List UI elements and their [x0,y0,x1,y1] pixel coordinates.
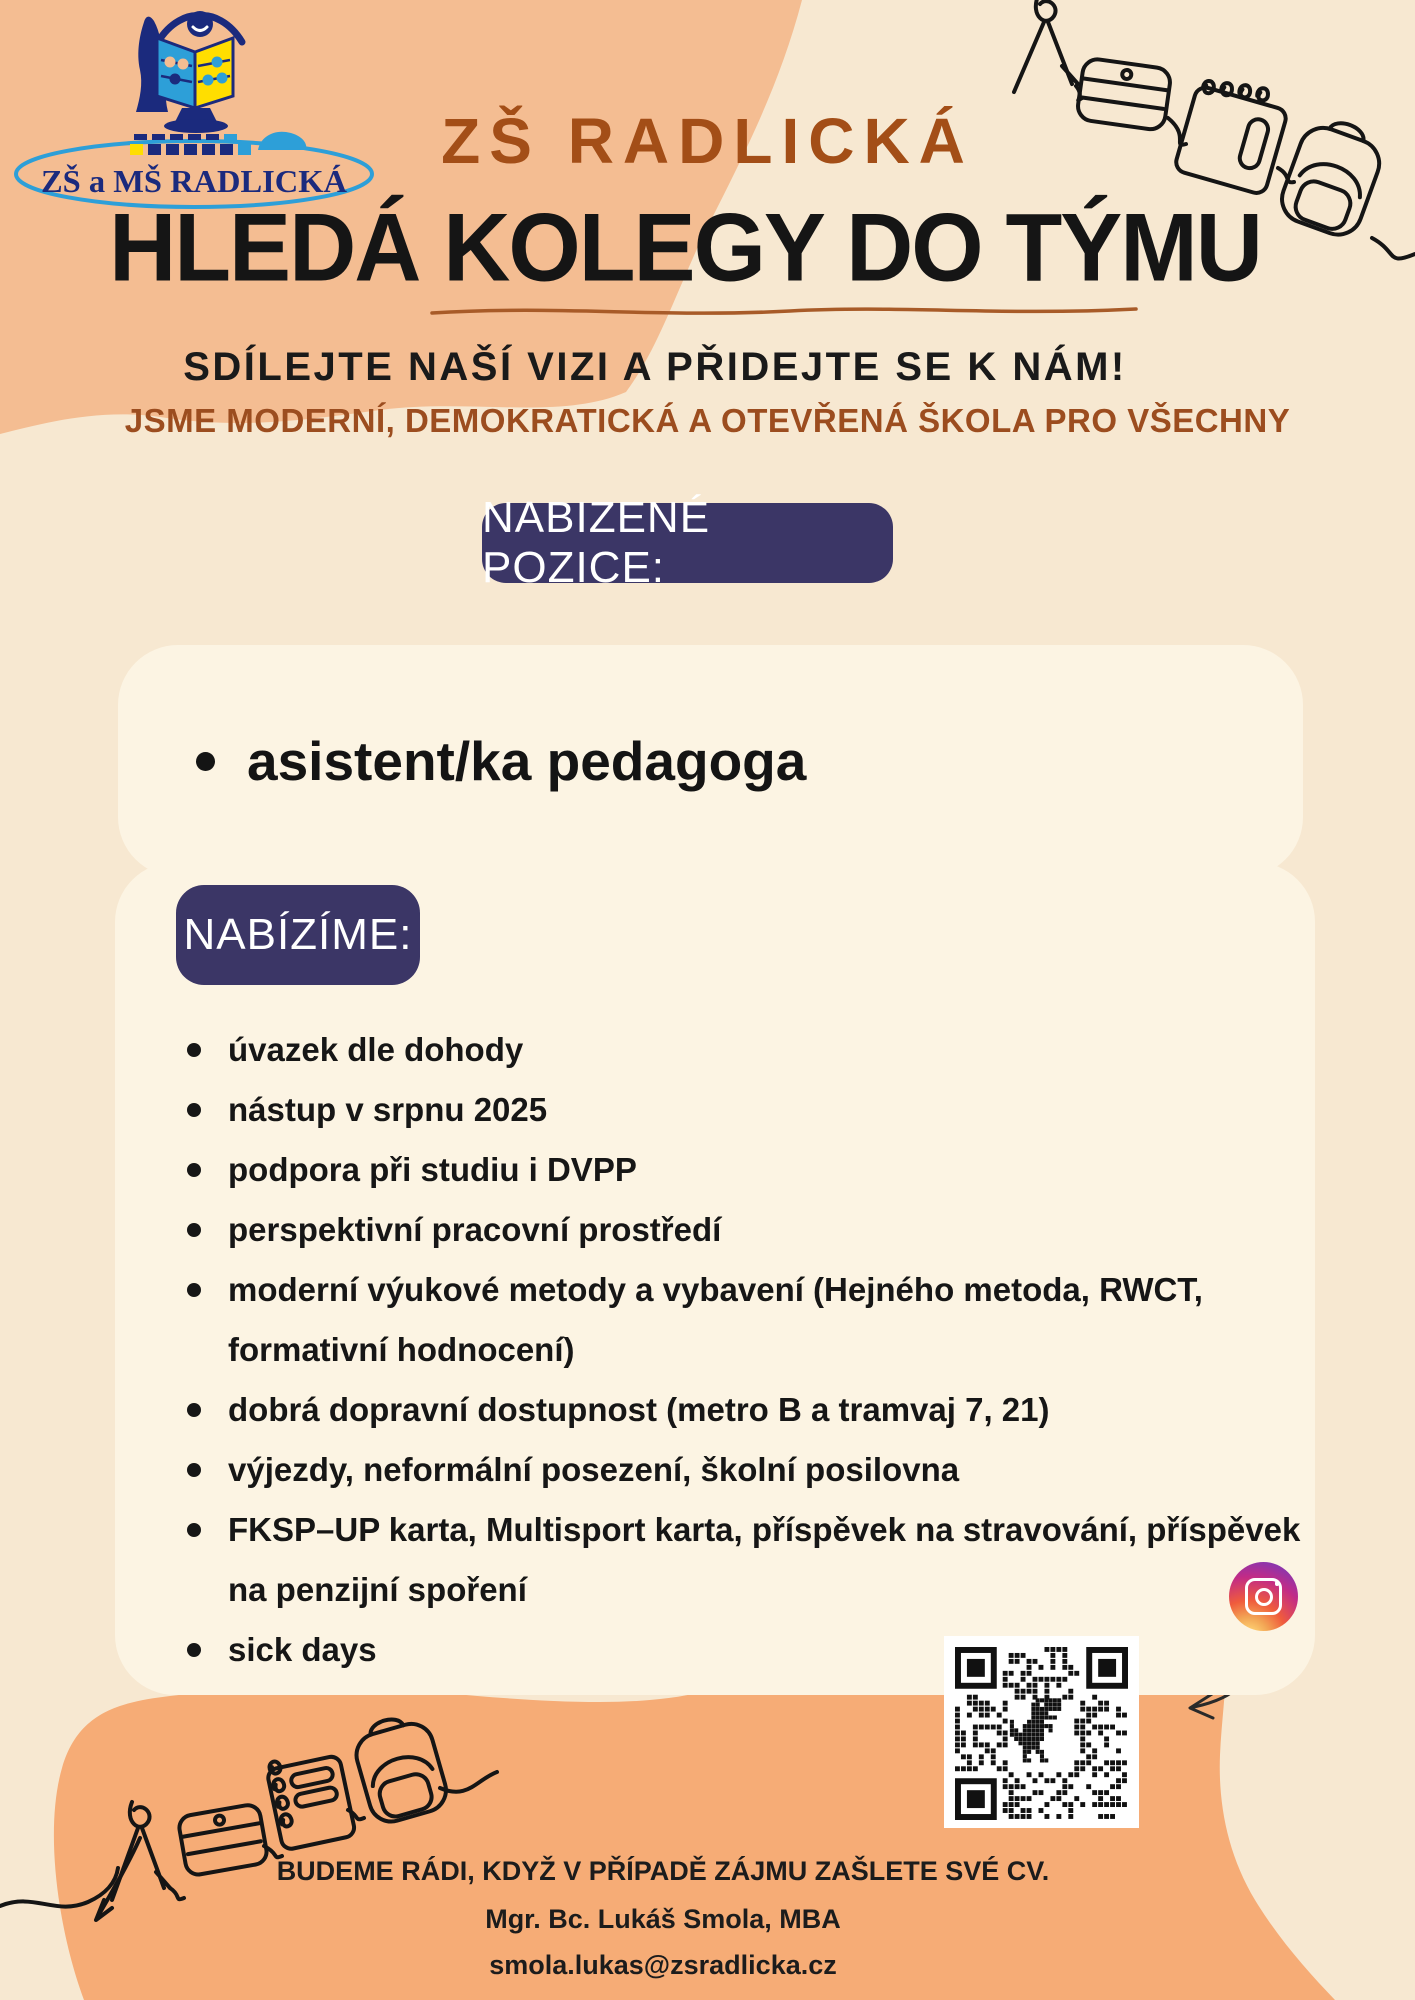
qr-code [944,1636,1139,1828]
offer-list-item: podpora při studiu i DVPP [175,1140,1310,1200]
position-item-label: asistent/ka pedagoga [247,730,807,792]
page-title: HLEDÁ KOLEGY DO TÝMU [109,193,1261,302]
logo-badge-text: ZŠ a MŠ RADLICKÁ [41,163,347,199]
offered-positions-badge-label: NABIZENÉ POZICE: [482,493,711,592]
contact-email[interactable]: smola.lukas@zsradlicka.cz [489,1950,837,1980]
instagram-icon[interactable] [1229,1562,1298,1631]
bullet-dot [196,752,215,771]
contact-name: Mgr. Bc. Lukáš Smola, MBA [485,1904,841,1934]
offer-list-item: perspektivní pracovní prostředí [175,1200,1310,1260]
tagline: SDÍLEJTE NAŠÍ VIZI A PŘIDEJTE SE K NÁM! [183,345,1127,389]
offer-list [175,1020,1310,1680]
cv-note: BUDEME RÁDI, KDYŽ V PŘÍPADĚ ZÁJMU ZAŠLETE SVÉ CV. [276,1856,1050,1886]
offer-list-item: moderní výukové metody a vybavení (Hejného metoda, RWCT, formativní hodnocení) [175,1260,1310,1380]
offer-list-item: úvazek dle dohody [175,1020,1310,1080]
offer-list-item: sick days [175,1620,1310,1680]
offer-list-item: výjezdy, neformální posezení, školní posilovna [175,1440,1310,1500]
school-name-heading: ZŠ RADLICKÁ [441,105,974,177]
offer-list-item: FKSP–UP karta, Multisport karta, příspěvek na stravování, příspěvek na penzijní spoření [175,1500,1310,1620]
offer-list-item: nástup v srpnu 2025 [175,1080,1310,1140]
offered-positions-badge [482,493,893,592]
position-item [118,645,1303,877]
offer-badge-label: NABÍZÍME: [183,910,413,959]
offer-badge [176,885,420,985]
subtagline: JSME MODERNÍ, DEMOKRATICKÁ A OTEVŘENÁ ŠKOLA PRO VŠECHNY [124,402,1291,439]
offer-list-item: dobrá dopravní dostupnost (metro B a tramvaj 7, 21) [175,1380,1310,1440]
instagram-dot [1275,1581,1280,1586]
